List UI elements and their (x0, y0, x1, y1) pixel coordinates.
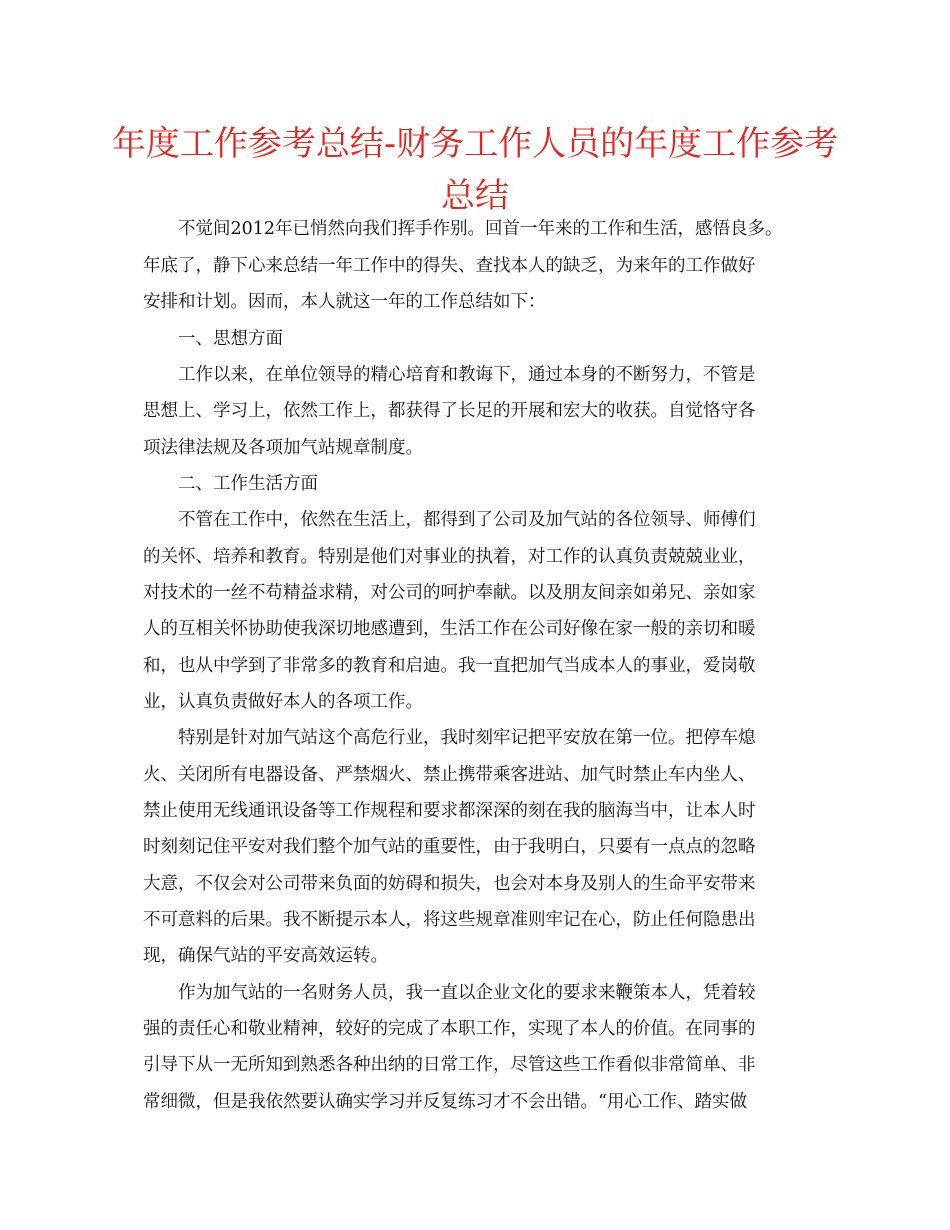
section-heading: 二、工作生活方面 (178, 474, 318, 494)
body-line: 思想上、学习上，依然工作上，都获得了长足的开展和宏大的收获。自觉恪守各 (143, 401, 756, 421)
section-heading: 一、思想方面 (178, 329, 283, 349)
body-line: 现，确保气站的平安高效运转。 (143, 946, 388, 966)
body-line: 业，认真负责做好本人的各项工作。 (143, 692, 423, 712)
title-line-1: 年度工作参考总结-财务工作人员的年度工作参考 (111, 124, 839, 164)
body-line: 年底了，静下心来总结一年工作中的得失、查找本人的缺乏，为来年的工作做好 (143, 256, 756, 276)
body-line: 安排和计划。因而，本人就这一年的工作总结如下： (143, 292, 546, 312)
body-line: 不可意料的后果。我不断提示本人，将这些规章准则牢记在心，防止任何隐患出 (143, 910, 756, 930)
body-line: 常细微，但是我依然要认确实学习并反复练习才不会出错。“用心工作、踏实做 (143, 1092, 747, 1112)
body-line: 项法律法规及各项加气站规章制度。 (143, 438, 423, 458)
body-line: 引导下从一无所知到熟悉各种出纳的日常工作，尽管这些工作看似非常简单、非 (143, 1055, 756, 1075)
body-line: 工作以来，在单位领导的精心培育和教诲下，通过本身的不断努力，不管是 (178, 365, 756, 385)
title-line-2: 总结 (441, 176, 509, 216)
body-line: 特别是针对加气站这个高危行业，我时刻牢记把平安放在第一位。把停车熄 (178, 728, 756, 748)
body-line: 时刻刻记住平安对我们整个加气站的重要性，由于我明白，只要有一点点的忽略 (143, 837, 756, 857)
body-line: 作为加气站的一名财务人员，我一直以企业文化的要求来鞭策本人，凭着较 (178, 983, 756, 1003)
body-line: 不管在工作中，依然在生活上，都得到了公司及加气站的各位领导、师傅们 (178, 510, 756, 530)
body-line: 和，也从中学到了非常多的教育和启迪。我一直把加气当成本人的事业，爱岗敬 (143, 656, 756, 676)
body-line: 人的互相关怀协助使我深切地感遭到，生活工作在公司好像在家一般的亲切和暖 (143, 619, 756, 639)
body-line: 大意，不仅会对公司带来负面的妨碍和损失，也会对本身及别人的生命平安带来 (143, 874, 756, 894)
document-title (100, 118, 850, 222)
body-line: 对技术的一丝不苟精益求精，对公司的呵护奉献。以及朋友间亲如弟兄、亲如家 (143, 583, 756, 603)
body-line: 强的责任心和敬业精神，较好的完成了本职工作，实现了本人的价值。在同事的 (143, 1019, 756, 1039)
body-line: 的关怀、培养和教育。特别是他们对事业的执着，对工作的认真负责兢兢业业， (143, 547, 756, 567)
body-line: 禁止使用无线通讯设备等工作规程和要求都深深的刻在我的脑海当中，让本人时 (143, 801, 756, 821)
body-line: 火、关闭所有电器设备、严禁烟火、禁止携带乘客进站、加气时禁止车内坐人、 (143, 765, 756, 785)
body-line: 不觉间2012年已悄然向我们挥手作别。回首一年来的工作和生活，感悟良多。 (178, 219, 783, 239)
